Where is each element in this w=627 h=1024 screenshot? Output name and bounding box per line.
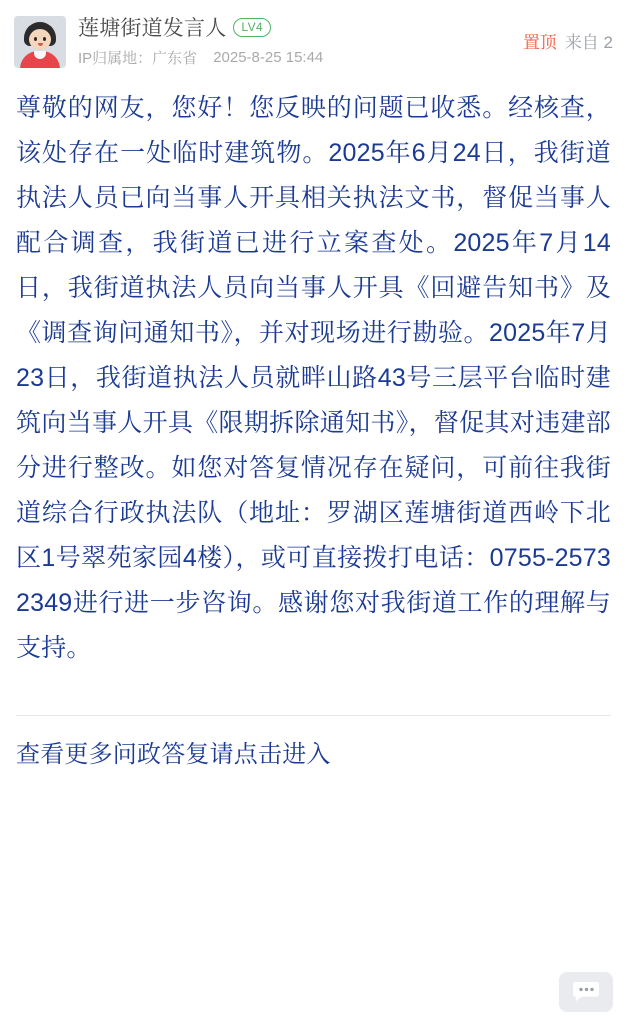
pinned-badge: 置顶 bbox=[522, 33, 557, 52]
user-avatar-icon[interactable] bbox=[14, 16, 66, 68]
post-content: 尊敬的网友，您好！您反映的问题已收悉。经核查，该处存在一处临时建筑物。2025年6月24日，我街道执法人员已向当事人开具相关执法文书，督促当事人配合调查，我街道已进行立案查处。2025年7月14日，我街道执法人员向当事人开具《回避告知书》及《调查询问通知书》，并对现场进行勘验。2025年7月23日，我街道执法人员就畔山路43号三层平台临时建筑向当事人开具《限期拆除通知书》，督促其对违建部分进行整改。如您对答复情况存在疑问，可前往我街道综合行政执法队（地址：罗湖区莲塘街道西岭下北区1号翠苑家园4楼），或可直接拨打电话：0755-25732349进行进一步咨询。感谢您对我街道工作的理解与支持。 bbox=[16, 94, 611, 662]
avatar-face bbox=[29, 29, 51, 50]
comment-bubble-icon[interactable] bbox=[559, 972, 613, 1012]
author-name[interactable]: 莲塘街道发言人 bbox=[78, 17, 227, 40]
avatar-eye-left bbox=[34, 37, 37, 41]
post-header bbox=[0, 0, 627, 78]
author-level-badge: LV4 bbox=[233, 18, 271, 37]
more-replies-link[interactable]: 查看更多问政答复请点击进入 bbox=[16, 741, 331, 768]
post-timestamp: 2025-8-25 15:44 bbox=[213, 49, 324, 66]
post-tags bbox=[523, 28, 613, 53]
avatar-eye-right bbox=[43, 37, 46, 41]
source-label: 来自 2 bbox=[564, 33, 613, 52]
ip-location-label: IP归属地：广东省 bbox=[78, 50, 198, 67]
